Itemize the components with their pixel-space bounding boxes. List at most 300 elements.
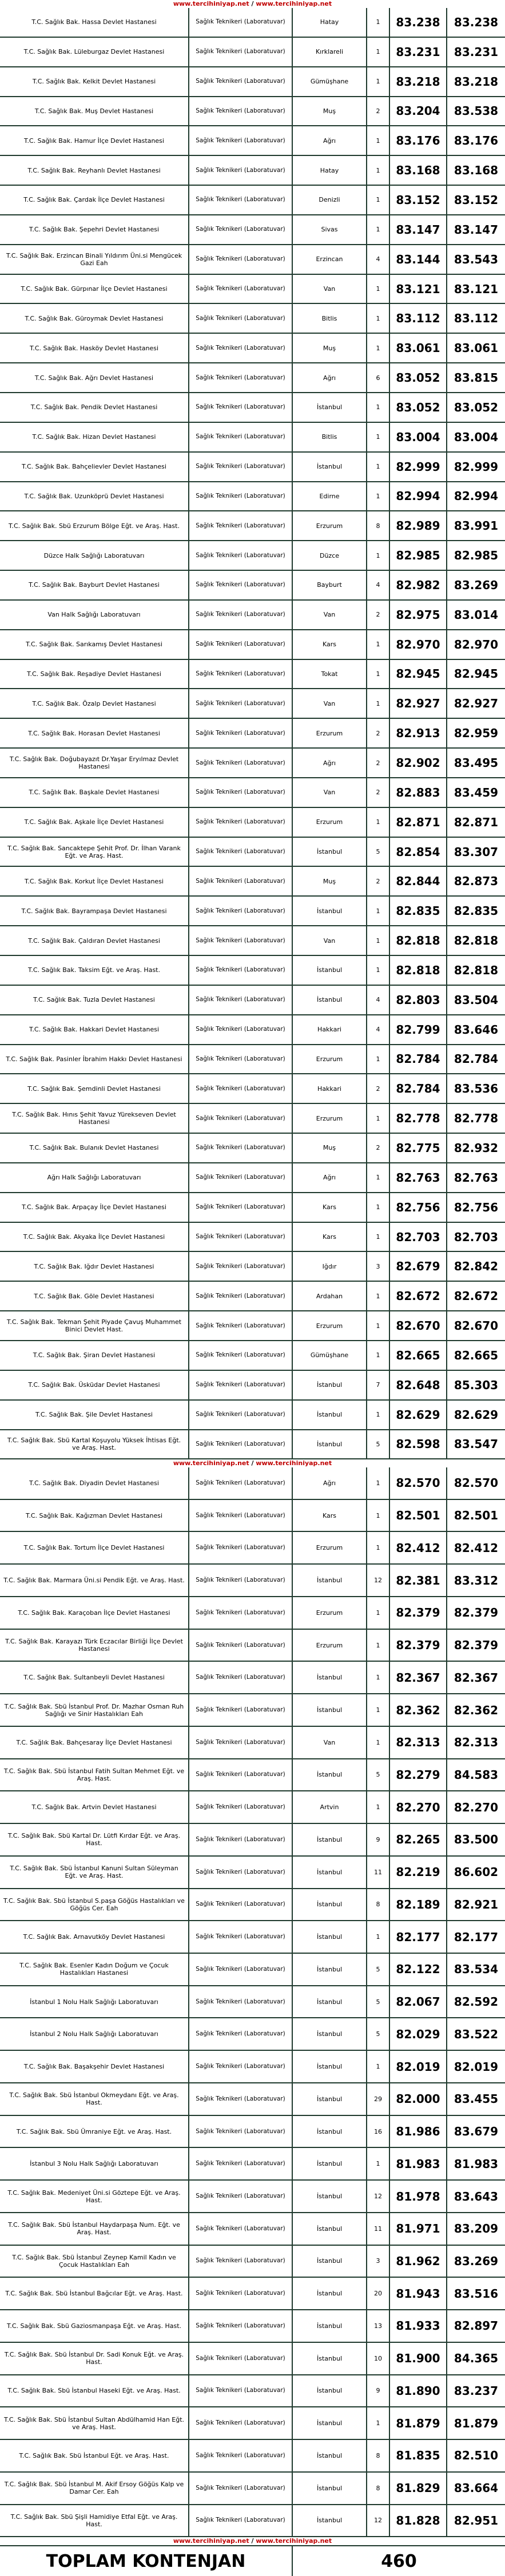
quota-cell: 1: [367, 304, 390, 333]
table-row: [0, 1857, 505, 1889]
quota-cell: 1: [367, 1791, 390, 1823]
min-score-cell: 82.067: [390, 1986, 447, 2018]
city-cell: Hatay: [293, 156, 367, 185]
max-score-cell: 82.412: [454, 1541, 499, 1555]
institution-name-cell: T.C. Sağlık Bak. Sbü İstanbul Kanuni Sultan Süleyman Eğt. ve Araş. Hast.: [0, 1857, 189, 1888]
program-name-cell: Sağlık Teknikeri (Laboratuvar): [189, 126, 293, 155]
table-row: [0, 1889, 505, 1922]
quota-cell: 1: [367, 1500, 390, 1531]
min-score-cell: 82.665: [390, 1341, 447, 1370]
city-cell: İstanbul: [293, 2181, 367, 2212]
institution-name-cell: T.C. Sağlık Bak. Sbü İstanbul Zeynep Kamil Kadın ve Çocuk Hastalıkları Eah: [0, 2246, 189, 2277]
city-cell: Bayburt: [293, 571, 367, 599]
max-score-cell: 83.307: [454, 845, 499, 859]
city-cell: Muş: [293, 1134, 367, 1162]
table-row: [0, 838, 505, 867]
min-score-cell: 82.019: [390, 2051, 447, 2082]
quota-cell: 1: [367, 275, 390, 303]
city-cell: Van: [293, 1727, 367, 1758]
city-cell: Düzce: [293, 541, 367, 570]
institution-name-cell: T.C. Sağlık Bak. Sbü İstanbul Dr. Sadi Konuk Eğt. ve Araş. Hast.: [0, 2343, 189, 2374]
max-score-cell: 83.536: [454, 1082, 499, 1096]
min-score-cell: 82.982: [390, 571, 447, 599]
min-score-cell: 81.879: [390, 2407, 447, 2439]
program-name-cell: Sağlık Teknikeri (Laboratuvar): [189, 2116, 293, 2147]
table-row: [0, 363, 505, 393]
city-cell: Erzurum: [293, 1311, 367, 1340]
max-score-cell: 83.121: [454, 282, 499, 296]
city-cell: Ağrı: [293, 1467, 367, 1499]
program-name-cell: Sağlık Teknikeri (Laboratuvar): [189, 1565, 293, 1596]
quota-cell: 12: [367, 2181, 390, 2212]
quota-cell: 1: [367, 186, 390, 214]
min-score-cell: 83.204: [390, 97, 447, 126]
table-row: [0, 719, 505, 749]
min-score-cell: 82.994: [390, 482, 447, 511]
institution-name-cell: T.C. Sağlık Bak. Gürpınar İlçe Devlet Hastanesi: [0, 275, 189, 303]
institution-name-cell: T.C. Sağlık Bak. Sbü İstanbul M. Akif Ersoy Göğüs Kalp ve Damar Cer. Eah: [0, 2473, 189, 2504]
quota-cell: 2: [367, 749, 390, 777]
total-row: [0, 2545, 505, 2576]
table-row: [0, 1727, 505, 1759]
banner-url-right[interactable]: www.tercihiniyap.net: [256, 1459, 332, 1467]
quota-cell: 1: [367, 897, 390, 925]
program-name-cell: Sağlık Teknikeri (Laboratuvar): [189, 1694, 293, 1726]
banner-bottom: [0, 2537, 505, 2545]
min-score-cell: 82.501: [390, 1500, 447, 1531]
max-score-cell: 82.592: [454, 1995, 499, 2009]
institution-name-cell: T.C. Sağlık Bak. Sbü İstanbul Okmeydanı Eğt. ve Araş. Hast.: [0, 2083, 189, 2115]
institution-name-cell: T.C. Sağlık Bak. Muş Devlet Hastanesi: [0, 97, 189, 126]
quota-cell: 8: [367, 2440, 390, 2471]
quota-cell: 29: [367, 2083, 390, 2115]
quota-cell: 1: [367, 1630, 390, 1661]
max-score-cell: 85.303: [454, 1378, 499, 1392]
quota-cell: 1: [367, 1727, 390, 1758]
banner-separator: /: [251, 0, 254, 7]
institution-name-cell: T.C. Sağlık Bak. Lüleburgaz Devlet Hastanesi: [0, 38, 189, 66]
program-name-cell: Sağlık Teknikeri (Laboratuvar): [189, 1223, 293, 1251]
table-row: [0, 245, 505, 275]
city-cell: Sivas: [293, 215, 367, 244]
banner-url-right[interactable]: www.tercihiniyap.net: [256, 0, 332, 7]
table-row: [0, 2116, 505, 2149]
max-score-cell: 82.842: [454, 1259, 499, 1274]
max-score-cell: 83.543: [454, 252, 499, 266]
table-row: [0, 8, 505, 38]
quota-cell: 1: [367, 2051, 390, 2082]
program-name-cell: Sağlık Teknikeri (Laboratuvar): [189, 1630, 293, 1661]
institution-name-cell: T.C. Sağlık Bak. Reyhanlı Devlet Hastanesi: [0, 156, 189, 185]
max-score-cell: 82.994: [454, 489, 499, 503]
quota-cell: 2: [367, 601, 390, 629]
city-cell: İstanbul: [293, 1889, 367, 1921]
quota-cell: 5: [367, 1954, 390, 1985]
table-row: [0, 1401, 505, 1430]
program-name-cell: Sağlık Teknikeri (Laboratuvar): [189, 2181, 293, 2212]
city-cell: Bitlis: [293, 423, 367, 451]
min-score-cell: 82.189: [390, 1889, 447, 1921]
min-score-cell: 82.854: [390, 838, 447, 866]
city-cell: Kars: [293, 1193, 367, 1222]
institution-name-cell: T.C. Sağlık Bak. Sbü İstanbul Sultan Abdülhamid Han Eğt. ve Araş. Hast.: [0, 2407, 189, 2439]
table-row: [0, 215, 505, 245]
program-name-cell: Sağlık Teknikeri (Laboratuvar): [189, 1662, 293, 1693]
max-score-cell: 82.501: [454, 1509, 499, 1523]
quota-cell: 5: [367, 1430, 390, 1459]
max-score-cell: 82.763: [454, 1170, 499, 1185]
program-name-cell: Sağlık Teknikeri (Laboratuvar): [189, 630, 293, 659]
table-row: [0, 1104, 505, 1134]
institution-name-cell: T.C. Sağlık Bak. Uzunköprü Devlet Hastanesi: [0, 482, 189, 511]
table-row: [0, 897, 505, 926]
quota-cell: 4: [367, 1015, 390, 1044]
program-name-cell: Sağlık Teknikeri (Laboratuvar): [189, 1045, 293, 1074]
table-row: [0, 156, 505, 186]
institution-name-cell: T.C. Sağlık Bak. Şiran Devlet Hastanesi: [0, 1341, 189, 1370]
city-cell: Muş: [293, 334, 367, 362]
institution-name-cell: T.C. Sağlık Bak. Sbü Gaziosmanpaşa Eğt. ve Araş. Hast.: [0, 2310, 189, 2342]
program-name-cell: Sağlık Teknikeri (Laboratuvar): [189, 2083, 293, 2115]
table-row: [0, 453, 505, 482]
quota-cell: 1: [367, 541, 390, 570]
quota-cell: 1: [367, 630, 390, 659]
program-name-cell: Sağlık Teknikeri (Laboratuvar): [189, 453, 293, 481]
program-name-cell: Sağlık Teknikeri (Laboratuvar): [189, 956, 293, 985]
table-row: [0, 1630, 505, 1662]
program-name-cell: Sağlık Teknikeri (Laboratuvar): [189, 1986, 293, 2018]
quota-cell: 12: [367, 1565, 390, 1596]
min-score-cell: 82.703: [390, 1223, 447, 1251]
table-section-1: [0, 8, 505, 1459]
max-score-cell: 83.014: [454, 607, 499, 622]
quota-cell: 1: [367, 1401, 390, 1429]
city-cell: Tokat: [293, 660, 367, 689]
table-row: [0, 867, 505, 897]
city-cell: İstanbul: [293, 2505, 367, 2537]
institution-name-cell: T.C. Sağlık Bak. Kağızman Devlet Hastanesi: [0, 1500, 189, 1531]
institution-name-cell: T.C. Sağlık Bak. Taksim Eğt. ve Araş. Hast.: [0, 956, 189, 985]
program-name-cell: Sağlık Teknikeri (Laboratuvar): [189, 363, 293, 392]
institution-name-cell: T.C. Sağlık Bak. Bayrampaşa Devlet Hastanesi: [0, 897, 189, 925]
institution-name-cell: T.C. Sağlık Bak. Sbü İstanbul Haydarpaşa Num. Eğt. ve Araş. Hast.: [0, 2213, 189, 2245]
max-score-cell: 82.570: [454, 1476, 499, 1490]
table-row: [0, 749, 505, 778]
quota-cell: 9: [367, 2375, 390, 2407]
min-score-cell: 82.570: [390, 1467, 447, 1499]
quota-cell: 1: [367, 1921, 390, 1953]
city-cell: İstanbul: [293, 2116, 367, 2147]
max-score-cell: 82.313: [454, 1735, 499, 1750]
institution-name-cell: T.C. Sağlık Bak. Hınıs Şehit Yavuz Yürekseven Devlet Hastanesi: [0, 1104, 189, 1133]
city-cell: Van: [293, 926, 367, 955]
table-row: [0, 1467, 505, 1500]
min-score-cell: 83.061: [390, 334, 447, 362]
table-row: [0, 1921, 505, 1954]
table-row: [0, 2148, 505, 2181]
institution-name-cell: T.C. Sağlık Bak. Karaçoban İlçe Devlet Hastanesi: [0, 1597, 189, 1629]
institution-name-cell: T.C. Sağlık Bak. Horasan Devlet Hastanesi: [0, 719, 189, 747]
max-score-cell: 84.365: [454, 2351, 499, 2366]
max-score-cell: 83.231: [454, 45, 499, 59]
institution-name-cell: T.C. Sağlık Bak. Korkut İlçe Devlet Hastanesi: [0, 867, 189, 895]
quota-cell: 6: [367, 363, 390, 392]
program-name-cell: Sağlık Teknikeri (Laboratuvar): [189, 2018, 293, 2050]
table-row: [0, 275, 505, 305]
institution-name-cell: T.C. Sağlık Bak. Bahçelievler Devlet Hastanesi: [0, 453, 189, 481]
program-name-cell: Sağlık Teknikeri (Laboratuvar): [189, 1857, 293, 1888]
table-row: [0, 808, 505, 838]
min-score-cell: 81.983: [390, 2148, 447, 2179]
table-row: [0, 2375, 505, 2408]
city-cell: Erzurum: [293, 511, 367, 540]
program-name-cell: Sağlık Teknikeri (Laboratuvar): [189, 2246, 293, 2277]
program-name-cell: Sağlık Teknikeri (Laboratuvar): [189, 2213, 293, 2245]
institution-name-cell: T.C. Sağlık Bak. Sbü İstanbul Fatih Sultan Mehmet Eğt. ve Araş. Hast.: [0, 1759, 189, 1791]
city-cell: Edirne: [293, 482, 367, 511]
max-score-cell: 82.270: [454, 1800, 499, 1814]
table-row: [0, 2246, 505, 2278]
table-row: [0, 2051, 505, 2083]
quota-cell: 1: [367, 1662, 390, 1693]
max-score-cell: 82.703: [454, 1230, 499, 1244]
institution-name-cell: T.C. Sağlık Bak. Karayazı Türk Eczacılar Birliği İlçe Devlet Hastanesi: [0, 1630, 189, 1661]
table-row: [0, 1282, 505, 1311]
quota-cell: 2: [367, 1074, 390, 1103]
city-cell: İstanbul: [293, 2083, 367, 2115]
institution-name-cell: Van Halk Sağlığı Laboratuvarı: [0, 601, 189, 629]
quota-cell: 11: [367, 1857, 390, 1888]
program-name-cell: Sağlık Teknikeri (Laboratuvar): [189, 1889, 293, 1921]
quota-cell: 1: [367, 926, 390, 955]
program-name-cell: Sağlık Teknikeri (Laboratuvar): [189, 423, 293, 451]
quota-cell: 1: [367, 215, 390, 244]
institution-name-cell: İstanbul 2 Nolu Halk Sağlığı Laboratuvarı: [0, 2018, 189, 2050]
program-name-cell: Sağlık Teknikeri (Laboratuvar): [189, 867, 293, 895]
min-score-cell: 82.756: [390, 1193, 447, 1222]
min-score-cell: 81.835: [390, 2440, 447, 2471]
city-cell: İstanbul: [293, 956, 367, 985]
table-row: [0, 511, 505, 541]
quota-cell: 11: [367, 2213, 390, 2245]
max-score-cell: 83.500: [454, 1833, 499, 1847]
program-name-cell: Sağlık Teknikeri (Laboratuvar): [189, 1759, 293, 1791]
program-name-cell: Sağlık Teknikeri (Laboratuvar): [189, 1791, 293, 1823]
min-score-cell: 82.379: [390, 1597, 447, 1629]
institution-name-cell: T.C. Sağlık Bak. Sbü Kartal Koşuyolu Yüksek İhtisas Eğt. ve Araş. Hast.: [0, 1430, 189, 1459]
institution-name-cell: T.C. Sağlık Bak. Başkale Devlet Hastanesi: [0, 778, 189, 807]
quota-cell: 1: [367, 1282, 390, 1310]
table-row: [0, 1954, 505, 1986]
max-score-cell: 82.818: [454, 963, 499, 977]
quota-cell: 8: [367, 511, 390, 540]
institution-name-cell: T.C. Sağlık Bak. Sancaktepe Şehit Prof. Dr. İlhan Varank Eğt. ve Araş. Hast.: [0, 838, 189, 866]
min-score-cell: 81.986: [390, 2116, 447, 2147]
max-score-cell: 82.970: [454, 637, 499, 651]
table-row: [0, 1193, 505, 1223]
max-score-cell: 83.218: [454, 74, 499, 89]
min-score-cell: 82.670: [390, 1311, 447, 1340]
min-score-cell: 81.933: [390, 2310, 447, 2342]
max-score-cell: 83.209: [454, 2222, 499, 2236]
table-row: [0, 1986, 505, 2019]
max-score-cell: 82.379: [454, 1606, 499, 1620]
program-name-cell: Sağlık Teknikeri (Laboratuvar): [189, 571, 293, 599]
city-cell: İstanbul: [293, 1921, 367, 1953]
city-cell: Hakkari: [293, 1015, 367, 1044]
program-name-cell: Sağlık Teknikeri (Laboratuvar): [189, 304, 293, 333]
min-score-cell: 81.828: [390, 2505, 447, 2537]
max-score-cell: 83.269: [454, 2254, 499, 2268]
min-score-cell: 82.818: [390, 926, 447, 955]
banner-url-right[interactable]: www.tercihiniyap.net: [256, 2537, 332, 2545]
city-cell: Ağrı: [293, 749, 367, 777]
banner-url-left[interactable]: www.tercihiniyap.net: [173, 0, 249, 7]
program-name-cell: Sağlık Teknikeri (Laboratuvar): [189, 838, 293, 866]
max-score-cell: 83.176: [454, 134, 499, 148]
institution-name-cell: T.C. Sağlık Bak. Güroymak Devlet Hastanesi: [0, 304, 189, 333]
institution-name-cell: Ağrı Halk Sağlığı Laboratuvarı: [0, 1163, 189, 1192]
table-row: [0, 926, 505, 956]
quota-cell: 1: [367, 1193, 390, 1222]
max-score-cell: 83.504: [454, 993, 499, 1007]
quota-cell: 1: [367, 1532, 390, 1563]
max-score-cell: 83.495: [454, 756, 499, 770]
institution-name-cell: T.C. Sağlık Bak. Tortum İlçe Devlet Hastanesi: [0, 1532, 189, 1563]
quota-cell: 1: [367, 1223, 390, 1251]
quota-cell: 2: [367, 719, 390, 747]
table-row: [0, 1074, 505, 1104]
city-cell: Ağrı: [293, 1163, 367, 1192]
min-score-cell: 81.943: [390, 2278, 447, 2309]
min-score-cell: 82.029: [390, 2018, 447, 2050]
institution-name-cell: T.C. Sağlık Bak. Sbü Kartal Dr. Lütfi Kırdar Eğt. ve Araş. Hast.: [0, 1824, 189, 1855]
max-score-cell: 83.168: [454, 163, 499, 178]
max-score-cell: 83.538: [454, 104, 499, 118]
max-score-cell: 82.835: [454, 904, 499, 918]
min-score-cell: 82.835: [390, 897, 447, 925]
max-score-cell: 82.921: [454, 1897, 499, 1911]
quota-cell: 1: [367, 1694, 390, 1726]
min-score-cell: 82.362: [390, 1694, 447, 1726]
city-cell: Erzurum: [293, 1630, 367, 1661]
quota-cell: 12: [367, 2505, 390, 2537]
city-cell: Kars: [293, 1223, 367, 1251]
min-score-cell: 83.052: [390, 393, 447, 422]
city-cell: İstanbul: [293, 2051, 367, 2082]
min-score-cell: 82.775: [390, 1134, 447, 1162]
max-score-cell: 82.019: [454, 2059, 499, 2074]
city-cell: İstanbul: [293, 986, 367, 1014]
max-score-cell: 82.177: [454, 1930, 499, 1944]
city-cell: Erzurum: [293, 1597, 367, 1629]
program-name-cell: Sağlık Teknikeri (Laboratuvar): [189, 67, 293, 96]
min-score-cell: 81.829: [390, 2473, 447, 2504]
city-cell: Gümüşhane: [293, 67, 367, 96]
program-name-cell: Sağlık Teknikeri (Laboratuvar): [189, 1311, 293, 1340]
max-score-cell: 82.999: [454, 459, 499, 474]
banner-separator: /: [251, 1459, 254, 1467]
program-name-cell: Sağlık Teknikeri (Laboratuvar): [189, 689, 293, 718]
min-score-cell: 82.985: [390, 541, 447, 570]
program-name-cell: Sağlık Teknikeri (Laboratuvar): [189, 1597, 293, 1629]
min-score-cell: 83.231: [390, 38, 447, 66]
institution-name-cell: Düzce Halk Sağlığı Laboratuvarı: [0, 541, 189, 570]
table-row: [0, 2310, 505, 2343]
quota-cell: 1: [367, 660, 390, 689]
institution-name-cell: T.C. Sağlık Bak. Artvin Devlet Hastanesi: [0, 1791, 189, 1823]
quota-cell: 4: [367, 245, 390, 274]
table-row: [0, 1371, 505, 1401]
max-score-cell: 83.112: [454, 311, 499, 326]
city-cell: Erzurum: [293, 719, 367, 747]
table-row: [0, 2407, 505, 2440]
city-cell: İstanbul: [293, 2148, 367, 2179]
institution-name-cell: T.C. Sağlık Bak. Erzincan Binali Yıldırım Üni.si Mengücek Gazi Eah: [0, 245, 189, 274]
table-row: [0, 186, 505, 215]
quota-cell: 5: [367, 1986, 390, 2018]
banner-url-left[interactable]: www.tercihiniyap.net: [173, 2537, 249, 2545]
quota-cell: 20: [367, 2278, 390, 2309]
institution-name-cell: T.C. Sağlık Bak. Iğdır Devlet Hastanesi: [0, 1252, 189, 1281]
min-score-cell: 82.999: [390, 453, 447, 481]
city-cell: İstanbul: [293, 1824, 367, 1855]
city-cell: İstanbul: [293, 1430, 367, 1459]
institution-name-cell: T.C. Sağlık Bak. Tekman Şehit Piyade Çavuş Muhammet Binici Devlet Hast.: [0, 1311, 189, 1340]
table-row: [0, 1252, 505, 1282]
max-score-cell: 83.664: [454, 2481, 499, 2495]
max-score-cell: 83.459: [454, 785, 499, 799]
table-row: [0, 334, 505, 363]
institution-name-cell: T.C. Sağlık Bak. Bahçesaray İlçe Devlet Hastanesi: [0, 1727, 189, 1758]
program-name-cell: Sağlık Teknikeri (Laboratuvar): [189, 2375, 293, 2407]
institution-name-cell: T.C. Sağlık Bak. Şemdinli Devlet Hastanesi: [0, 1074, 189, 1103]
quota-cell: 2: [367, 1134, 390, 1162]
city-cell: İstanbul: [293, 1857, 367, 1888]
institution-name-cell: T.C. Sağlık Bak. Arnavutköy Devlet Hastanesi: [0, 1921, 189, 1953]
program-name-cell: Sağlık Teknikeri (Laboratuvar): [189, 8, 293, 37]
table-row: [0, 38, 505, 67]
program-name-cell: Sağlık Teknikeri (Laboratuvar): [189, 778, 293, 807]
min-score-cell: 82.799: [390, 1015, 447, 1044]
program-name-cell: Sağlık Teknikeri (Laboratuvar): [189, 1954, 293, 1985]
max-score-cell: 82.629: [454, 1407, 499, 1422]
max-score-cell: 83.522: [454, 2027, 499, 2041]
table-row: [0, 67, 505, 97]
min-score-cell: 82.379: [390, 1630, 447, 1661]
institution-name-cell: T.C. Sağlık Bak. Akyaka İlçe Devlet Hastanesi: [0, 1223, 189, 1251]
min-score-cell: 82.784: [390, 1045, 447, 1074]
max-score-cell: 83.516: [454, 2286, 499, 2301]
program-name-cell: Sağlık Teknikeri (Laboratuvar): [189, 897, 293, 925]
institution-name-cell: T.C. Sağlık Bak. Doğubayazıt Dr.Yaşar Eryılmaz Devlet Hastanesi: [0, 749, 189, 777]
min-score-cell: 82.844: [390, 867, 447, 895]
quota-cell: 5: [367, 1759, 390, 1791]
banner-url-left[interactable]: www.tercihiniyap.net: [173, 1459, 249, 1467]
program-name-cell: Sağlık Teknikeri (Laboratuvar): [189, 926, 293, 955]
table-section-2: [0, 1467, 505, 2537]
max-score-cell: 84.583: [454, 1767, 499, 1782]
min-score-cell: 82.672: [390, 1282, 447, 1310]
quota-cell: 1: [367, 1597, 390, 1629]
city-cell: Bitlis: [293, 304, 367, 333]
table-row: [0, 2440, 505, 2473]
table-row: [0, 2473, 505, 2505]
quota-cell: 4: [367, 986, 390, 1014]
institution-name-cell: T.C. Sağlık Bak. Sbü Ümraniye Eğt. ve Araş. Hast.: [0, 2116, 189, 2147]
max-score-cell: 82.379: [454, 1638, 499, 1653]
table-row: [0, 1311, 505, 1341]
